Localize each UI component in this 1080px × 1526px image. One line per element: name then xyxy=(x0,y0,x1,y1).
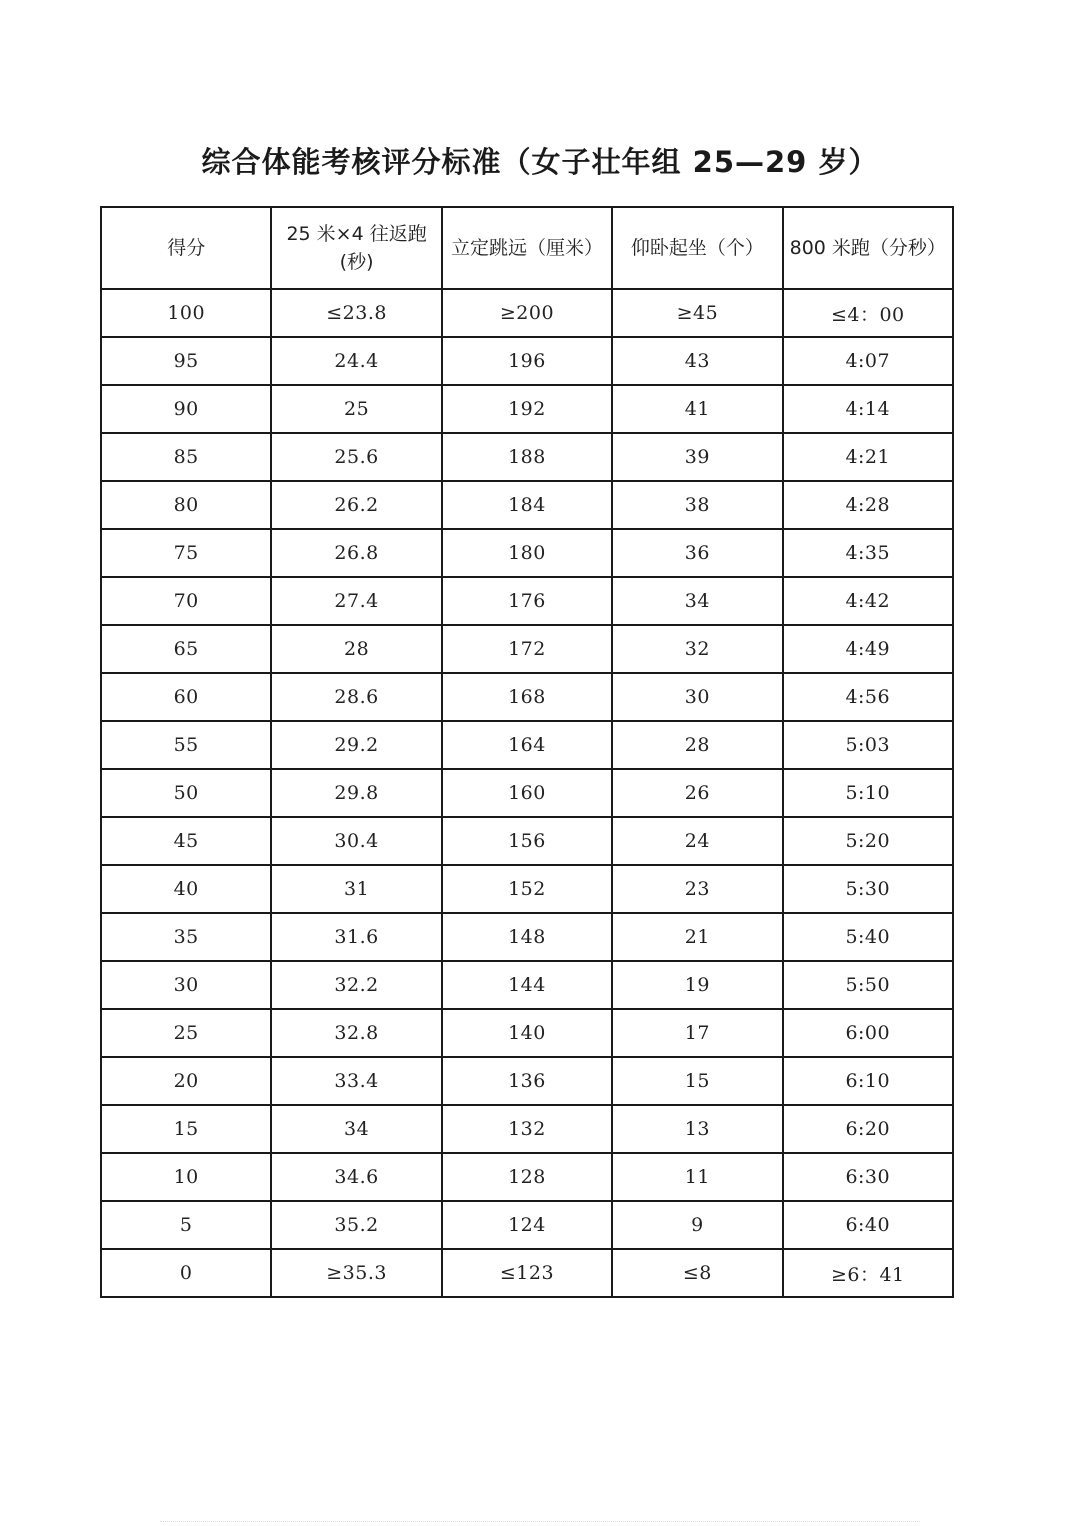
cell-shuttle-run: 29.2 xyxy=(271,721,441,769)
cell-standing-jump: 176 xyxy=(442,577,612,625)
cell-sit-ups: 34 xyxy=(612,577,782,625)
cell-800m-run: 4:07 xyxy=(783,337,953,385)
cell-shuttle-run: 25.6 xyxy=(271,433,441,481)
cell-standing-jump: 192 xyxy=(442,385,612,433)
cell-sit-ups: 23 xyxy=(612,865,782,913)
cell-sit-ups: 13 xyxy=(612,1105,782,1153)
cell-800m-run: 5:20 xyxy=(783,817,953,865)
table-row xyxy=(101,433,953,481)
cell-sit-ups: 39 xyxy=(612,433,782,481)
cell-sit-ups: 41 xyxy=(612,385,782,433)
cell-sit-ups: 38 xyxy=(612,481,782,529)
cell-800m-run: 6:00 xyxy=(783,1009,953,1057)
table-row xyxy=(101,1057,953,1105)
cell-score: 85 xyxy=(101,433,271,481)
table-row xyxy=(101,1201,953,1249)
cell-shuttle-run: 34 xyxy=(271,1105,441,1153)
table-row xyxy=(101,481,953,529)
cell-shuttle-run: 26.8 xyxy=(271,529,441,577)
table-row xyxy=(101,673,953,721)
cell-standing-jump: 144 xyxy=(442,961,612,1009)
cell-score: 0 xyxy=(101,1249,271,1297)
page-footer-divider xyxy=(160,1521,920,1526)
cell-sit-ups: 9 xyxy=(612,1201,782,1249)
cell-standing-jump: 172 xyxy=(442,625,612,673)
cell-score: 50 xyxy=(101,769,271,817)
cell-standing-jump: 196 xyxy=(442,337,612,385)
cell-standing-jump: 180 xyxy=(442,529,612,577)
cell-standing-jump: 148 xyxy=(442,913,612,961)
cell-standing-jump: 160 xyxy=(442,769,612,817)
cell-score: 95 xyxy=(101,337,271,385)
cell-score: 70 xyxy=(101,577,271,625)
cell-score: 65 xyxy=(101,625,271,673)
table-row xyxy=(101,385,953,433)
cell-standing-jump: 128 xyxy=(442,1153,612,1201)
cell-sit-ups: ≤8 xyxy=(612,1249,782,1297)
cell-shuttle-run: 29.8 xyxy=(271,769,441,817)
header-score: 得分 xyxy=(101,207,271,289)
cell-800m-run: 6:10 xyxy=(783,1057,953,1105)
table-row xyxy=(101,1153,953,1201)
header-standing-jump: 立定跳远（厘米） xyxy=(442,207,612,289)
page-title: 综合体能考核评分标准（女子壮年组 25—29 岁） xyxy=(201,145,879,179)
header-800m-run: 800 米跑（分秒） xyxy=(783,207,953,289)
cell-800m-run: 4:35 xyxy=(783,529,953,577)
cell-standing-jump: ≥200 xyxy=(442,289,612,337)
cell-score: 5 xyxy=(101,1201,271,1249)
table-body xyxy=(101,289,953,1297)
cell-sit-ups: 11 xyxy=(612,1153,782,1201)
cell-shuttle-run: 28 xyxy=(271,625,441,673)
cell-sit-ups: 30 xyxy=(612,673,782,721)
cell-score: 55 xyxy=(101,721,271,769)
cell-sit-ups: 36 xyxy=(612,529,782,577)
cell-score: 90 xyxy=(101,385,271,433)
cell-standing-jump: 156 xyxy=(442,817,612,865)
cell-standing-jump: 140 xyxy=(442,1009,612,1057)
cell-800m-run: 6:30 xyxy=(783,1153,953,1201)
table-row xyxy=(101,1105,953,1153)
cell-800m-run: 4:56 xyxy=(783,673,953,721)
cell-score: 45 xyxy=(101,817,271,865)
cell-shuttle-run: 33.4 xyxy=(271,1057,441,1105)
table-row xyxy=(101,337,953,385)
table-row xyxy=(101,769,953,817)
cell-shuttle-run: 27.4 xyxy=(271,577,441,625)
header-sit-ups: 仰卧起坐（个） xyxy=(612,207,782,289)
table-row xyxy=(101,1249,953,1297)
table-row xyxy=(101,1009,953,1057)
cell-sit-ups: 24 xyxy=(612,817,782,865)
cell-800m-run: ≤4：00 xyxy=(783,289,953,337)
table-row xyxy=(101,625,953,673)
cell-800m-run: 6:40 xyxy=(783,1201,953,1249)
cell-800m-run: 5:03 xyxy=(783,721,953,769)
cell-score: 15 xyxy=(101,1105,271,1153)
cell-shuttle-run: 28.6 xyxy=(271,673,441,721)
cell-score: 75 xyxy=(101,529,271,577)
cell-800m-run: 5:10 xyxy=(783,769,953,817)
cell-score: 40 xyxy=(101,865,271,913)
cell-shuttle-run: 31 xyxy=(271,865,441,913)
cell-800m-run: 4:14 xyxy=(783,385,953,433)
cell-shuttle-run: 26.2 xyxy=(271,481,441,529)
cell-shuttle-run: 34.6 xyxy=(271,1153,441,1201)
cell-shuttle-run: 31.6 xyxy=(271,913,441,961)
cell-standing-jump: 168 xyxy=(442,673,612,721)
cell-score: 60 xyxy=(101,673,271,721)
scoring-table xyxy=(100,206,954,1298)
cell-sit-ups: 28 xyxy=(612,721,782,769)
cell-standing-jump: 164 xyxy=(442,721,612,769)
cell-score: 35 xyxy=(101,913,271,961)
cell-score: 100 xyxy=(101,289,271,337)
cell-score: 10 xyxy=(101,1153,271,1201)
cell-sit-ups: ≥45 xyxy=(612,289,782,337)
cell-shuttle-run: 24.4 xyxy=(271,337,441,385)
table-row xyxy=(101,289,953,337)
table-header-row xyxy=(101,207,953,289)
table-row xyxy=(101,721,953,769)
cell-standing-jump: 188 xyxy=(442,433,612,481)
cell-standing-jump: 124 xyxy=(442,1201,612,1249)
cell-score: 30 xyxy=(101,961,271,1009)
table-row xyxy=(101,865,953,913)
cell-shuttle-run: ≤23.8 xyxy=(271,289,441,337)
cell-shuttle-run: ≥35.3 xyxy=(271,1249,441,1297)
cell-sit-ups: 21 xyxy=(612,913,782,961)
cell-sit-ups: 43 xyxy=(612,337,782,385)
cell-800m-run: 6:20 xyxy=(783,1105,953,1153)
cell-shuttle-run: 32.8 xyxy=(271,1009,441,1057)
cell-800m-run: 4:49 xyxy=(783,625,953,673)
cell-standing-jump: 136 xyxy=(442,1057,612,1105)
cell-sit-ups: 32 xyxy=(612,625,782,673)
cell-score: 25 xyxy=(101,1009,271,1057)
cell-score: 80 xyxy=(101,481,271,529)
table-row xyxy=(101,577,953,625)
table-row xyxy=(101,817,953,865)
cell-standing-jump: ≤123 xyxy=(442,1249,612,1297)
cell-sit-ups: 26 xyxy=(612,769,782,817)
cell-800m-run: 4:21 xyxy=(783,433,953,481)
cell-shuttle-run: 30.4 xyxy=(271,817,441,865)
cell-shuttle-run: 32.2 xyxy=(271,961,441,1009)
cell-sit-ups: 19 xyxy=(612,961,782,1009)
cell-800m-run: 5:30 xyxy=(783,865,953,913)
cell-standing-jump: 184 xyxy=(442,481,612,529)
cell-800m-run: ≥6：41 xyxy=(783,1249,953,1297)
table-row xyxy=(101,961,953,1009)
cell-shuttle-run: 25 xyxy=(271,385,441,433)
cell-sit-ups: 17 xyxy=(612,1009,782,1057)
table-row xyxy=(101,529,953,577)
cell-shuttle-run: 35.2 xyxy=(271,1201,441,1249)
cell-800m-run: 4:28 xyxy=(783,481,953,529)
table-row xyxy=(101,913,953,961)
cell-standing-jump: 152 xyxy=(442,865,612,913)
cell-standing-jump: 132 xyxy=(442,1105,612,1153)
cell-score: 20 xyxy=(101,1057,271,1105)
cell-800m-run: 5:40 xyxy=(783,913,953,961)
cell-800m-run: 5:50 xyxy=(783,961,953,1009)
header-shuttle-run: 25 米×4 往返跑(秒) xyxy=(271,207,441,289)
cell-800m-run: 4:42 xyxy=(783,577,953,625)
cell-sit-ups: 15 xyxy=(612,1057,782,1105)
